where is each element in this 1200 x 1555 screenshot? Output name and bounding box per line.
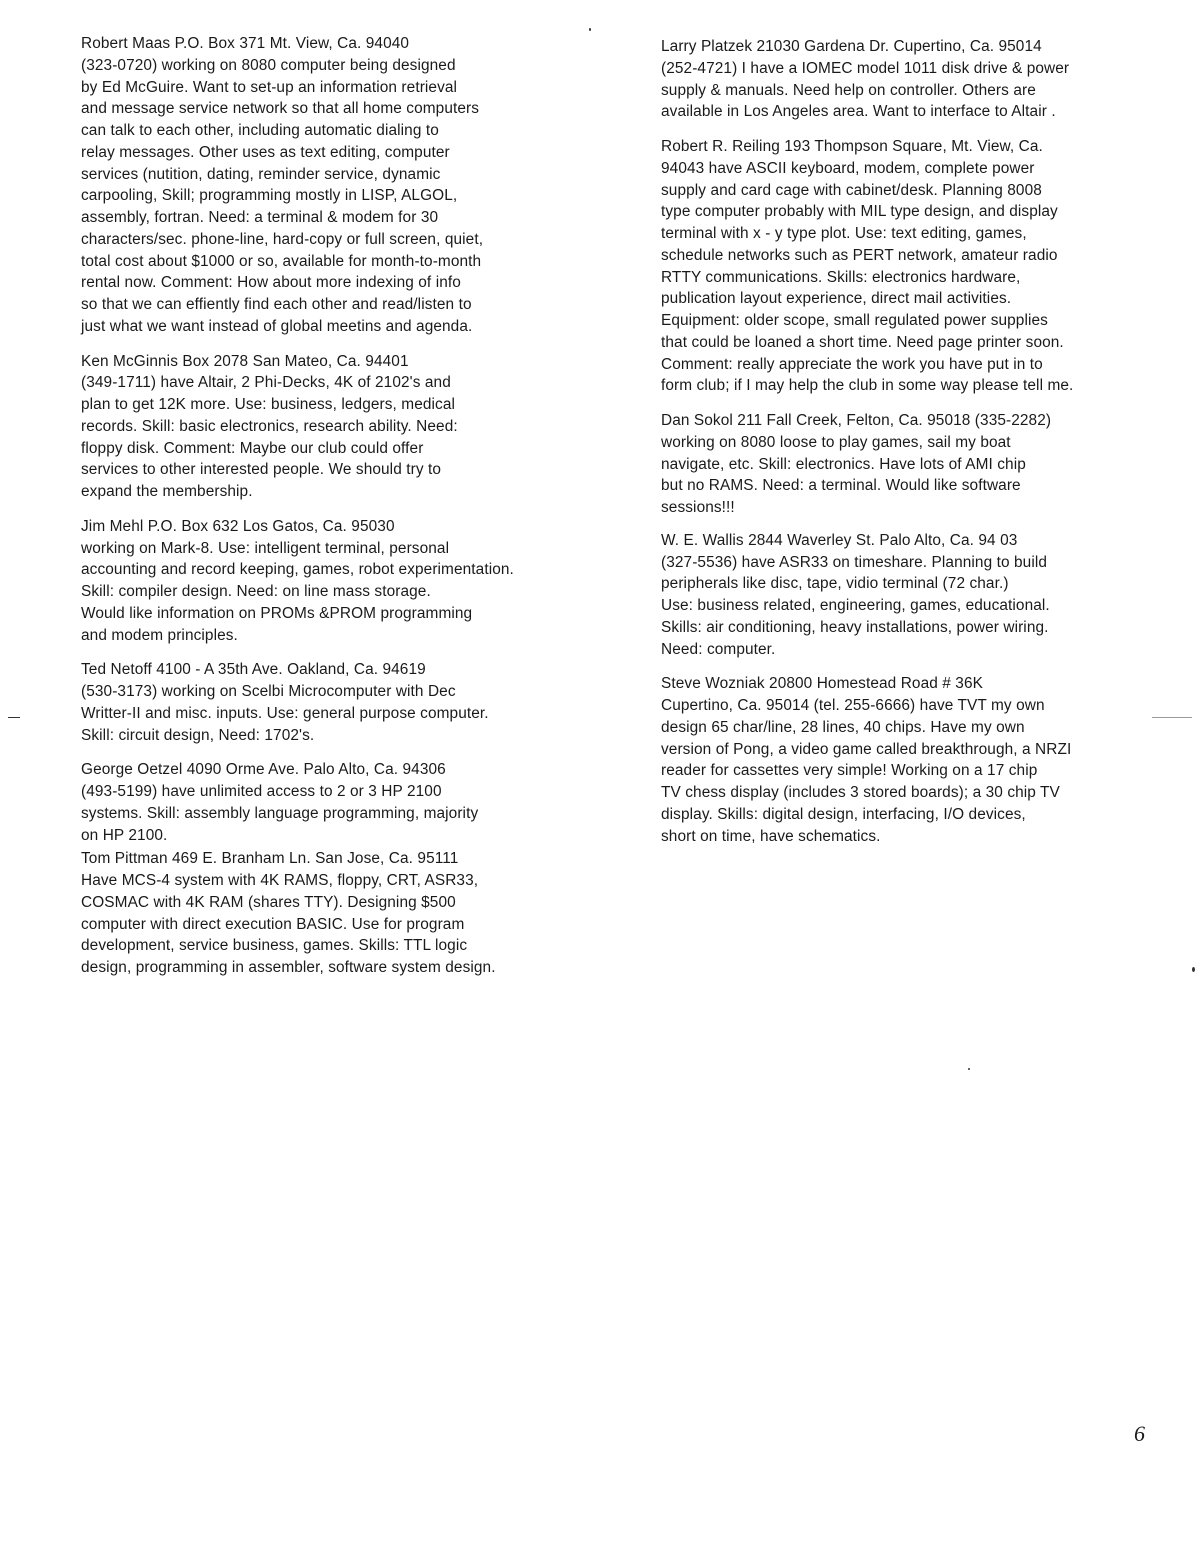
- entry-line: and modem principles.: [81, 626, 238, 644]
- member-entry-we-wallis: [661, 530, 1161, 661]
- member-entry-ted-netoff: [81, 659, 591, 746]
- entry-line: Steve Wozniak 20800 Homestead Road # 36K: [661, 675, 983, 693]
- entry-line: Skills: air conditioning, heavy installations, power wiring.: [661, 618, 1049, 636]
- entry-line: W. E. Wallis 2844 Waverley St. Palo Alto, Ca. 94 03: [661, 531, 1018, 549]
- scan-speck: [968, 1068, 970, 1070]
- entry-line: can talk to each other, including automatic dialing to: [81, 122, 439, 139]
- entry-line: systems. Skill: assembly language programming, majority: [81, 804, 479, 822]
- entry-line: available in Los Angeles area. Want to interface to Altair .: [661, 103, 1056, 121]
- entry-line: rental now. Comment: How about more indexing of info: [81, 274, 461, 292]
- scan-speck: [1152, 717, 1192, 718]
- entry-line: Skill: compiler design. Need: on line mass storage.: [81, 583, 431, 600]
- entry-line: display. Skills: digital design, interfacing, I/O devices,: [661, 805, 1026, 823]
- entry-line: just what we want instead of global meetins and agenda.: [81, 317, 473, 335]
- entry-line: services to other interested people. We should try to: [81, 461, 442, 479]
- entry-line: characters/sec. phone-line, hard-copy or full screen, quiet,: [81, 230, 484, 248]
- entry-line: Have MCS-4 system with 4K RAMS, floppy, CRT, ASR33,: [81, 872, 479, 889]
- entry-line: development, service business, games. Skills: TTL logic: [81, 937, 468, 955]
- entry-line: (349-1711) have Altair, 2 Phi-Decks, 4K of 2102's and: [81, 374, 451, 392]
- entry-line: by Ed McGuire. Want to set-up an information retrieval: [81, 78, 458, 96]
- entry-line: sessions!!!: [661, 499, 735, 516]
- entry-line: RTTY communications. Skills: electronics hardware,: [661, 268, 1021, 286]
- member-entry-robert-reiling: [661, 136, 1161, 397]
- member-entry-robert-maas: [81, 33, 591, 338]
- entry-line: Jim Mehl P.O. Box 632 Los Gatos, Ca. 95030: [81, 517, 395, 535]
- member-entry-ken-mcginnis: [81, 351, 591, 503]
- entry-line: carpooling, Skill; programming mostly in LISP, ALGOL,: [81, 187, 458, 205]
- entry-line: total cost about $1000 or so, available for month-to-month: [81, 252, 482, 270]
- entry-line: Dan Sokol 211 Fall Creek, Felton, Ca. 95018 (335-2282): [661, 412, 1052, 429]
- entry-line: Larry Platzek 21030 Gardena Dr. Cupertino, Ca. 95014: [661, 38, 1042, 55]
- entry-line: Equipment: older scope, small regulated power supplies: [661, 312, 1048, 329]
- entry-line: Ken McGinnis Box 2078 San Mateo, Ca. 94401: [81, 352, 409, 370]
- entry-line: 94043 have ASCII keyboard, modem, complete power: [661, 159, 1035, 177]
- member-entry-jim-mehl: [81, 516, 591, 647]
- entry-line: on HP 2100.: [81, 826, 168, 844]
- entry-line: and message service network so that all home computers: [81, 100, 480, 118]
- entry-line: version of Pong, a video game called breakthrough, a NRZI: [661, 740, 1072, 758]
- entry-line: Writter-II and misc. inputs. Use: general purpose computer.: [81, 704, 489, 722]
- scan-speck: [8, 717, 20, 718]
- entry-line: expand the membership.: [81, 483, 253, 500]
- entry-line: working on Mark-8. Use: intelligent terminal, personal: [81, 539, 450, 557]
- entry-line: design, programming in assembler, software system design.: [81, 959, 496, 976]
- entry-line: (493-5199) have unlimited access to 2 or 3 HP 2100: [81, 783, 442, 800]
- entry-line: supply and card cage with cabinet/desk. Planning 8008: [661, 181, 1042, 199]
- entry-line: peripherals like disc, tape, vidio terminal (72 char.): [661, 575, 1009, 593]
- entry-line: terminal with x - y type plot. Use: text editing, games,: [661, 225, 1027, 242]
- entry-line: design 65 char/line, 28 lines, 40 chips. Have my own: [661, 718, 1025, 736]
- entry-line: (327-5536) have ASR33 on timeshare. Planning to build: [661, 553, 1048, 571]
- entry-line: records. Skill: basic electronics, research ability. Need:: [81, 417, 458, 435]
- entry-line: working on 8080 loose to play games, sail my boat: [661, 433, 1011, 451]
- entry-line: Use: business related, engineering, games, educational.: [661, 597, 1050, 614]
- entry-line: (323-0720) working on 8080 computer being designed: [81, 56, 456, 74]
- entry-line: Would like information on PROMs &PROM programming: [81, 604, 473, 622]
- entry-line: Skill: circuit design, Need: 1702's.: [81, 726, 315, 744]
- entry-line: relay messages. Other uses as text editing, computer: [81, 143, 450, 161]
- entry-line: supply & manuals. Need help on controller. Others are: [661, 81, 1036, 99]
- right-column: [661, 36, 1161, 847]
- member-entry-steve-wozniak: [661, 673, 1161, 847]
- entry-line: (252-4721) I have a IOMEC model 1011 disk drive & power: [661, 59, 1070, 77]
- entry-line: Comment: really appreciate the work you have put in to: [661, 355, 1043, 373]
- entry-line: TV chess display (includes 3 stored boards); a 30 chip TV: [661, 784, 1060, 801]
- member-entry-george-oetzel: [81, 759, 591, 846]
- entry-line: short on time, have schematics.: [661, 827, 881, 845]
- entry-line: Cupertino, Ca. 95014 (tel. 255-6666) have TVT my own: [661, 697, 1045, 714]
- scan-speck: [589, 28, 591, 31]
- entry-line: but no RAMS. Need: a terminal. Would like software: [661, 477, 1021, 495]
- entry-line: Robert R. Reiling 193 Thompson Square, Mt. View, Ca.: [661, 138, 1043, 155]
- entry-line: Need: computer.: [661, 640, 776, 658]
- page-number: 6: [1134, 1421, 1145, 1446]
- entry-line: assembly, fortran. Need: a terminal & modem for 30: [81, 209, 439, 226]
- entry-line: reader for cassettes very simple! Working on a 17 chip: [661, 762, 1038, 780]
- entry-line: that could be loaned a short time. Need page printer soon.: [661, 333, 1064, 351]
- member-entry-dan-sokol: [661, 410, 1161, 519]
- entry-line: accounting and record keeping, games, robot experimentation.: [81, 561, 514, 579]
- entry-line: form club; if I may help the club in some way please tell me.: [661, 377, 1074, 395]
- member-entry-tom-pittman: [81, 848, 591, 979]
- entry-line: COSMAC with 4K RAM (shares TTY). Designing $500: [81, 893, 456, 911]
- entry-line: Ted Netoff 4100 - A 35th Ave. Oakland, Ca. 94619: [81, 661, 426, 679]
- entry-line: plan to get 12K more. Use: business, ledgers, medical: [81, 396, 456, 413]
- entry-line: George Oetzel 4090 Orme Ave. Palo Alto, Ca. 94306: [81, 761, 446, 779]
- scan-speck: [1192, 967, 1195, 972]
- entry-line: so that we can effiently find each other and read/listen to: [81, 296, 472, 313]
- entry-line: Tom Pittman 469 E. Branham Ln. San Jose, Ca. 95111: [81, 850, 459, 868]
- entry-line: schedule networks such as PERT network, amateur radio: [661, 246, 1058, 264]
- entry-line: publication layout experience, direct mail activities.: [661, 290, 1012, 308]
- entry-line: type computer probably with MIL type design, and display: [661, 203, 1058, 221]
- entry-line: Robert Maas P.O. Box 371 Mt. View, Ca. 94040: [81, 35, 410, 52]
- entry-line: (530-3173) working on Scelbi Microcomputer with Dec: [81, 683, 456, 700]
- left-column: [81, 33, 591, 979]
- entry-line: navigate, etc. Skill: electronics. Have lots of AMI chip: [661, 455, 1026, 473]
- entry-line: computer with direct execution BASIC. Use for program: [81, 915, 465, 933]
- member-entry-larry-platzek: [661, 36, 1161, 123]
- entry-line: services (nutition, dating, reminder service, dynamic: [81, 165, 441, 183]
- entry-line: floppy disk. Comment: Maybe our club could offer: [81, 439, 424, 457]
